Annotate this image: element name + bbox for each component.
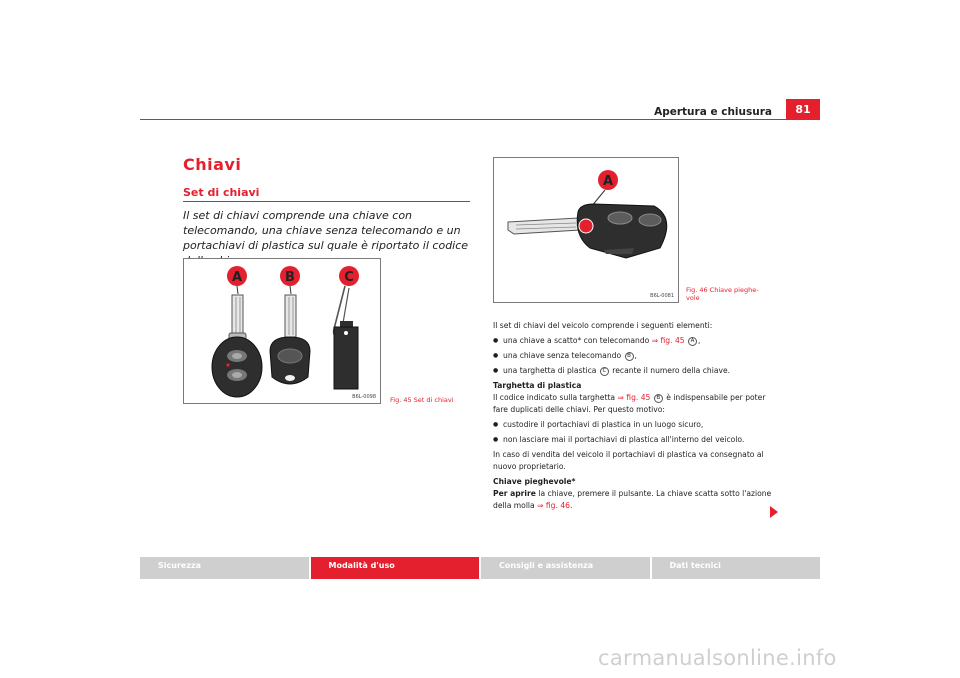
list-item: ● una chiave a scatto* con telecomando ⇒ fig. 45 A , bbox=[493, 335, 778, 347]
body-text bbox=[493, 320, 778, 515]
paragraph-sale: In caso di vendita del veicolo il portachiavi di plastica va consegnato al nuovo proprietario. bbox=[493, 450, 764, 471]
chapter-title: Chiavi bbox=[183, 155, 242, 174]
release-button bbox=[579, 219, 593, 233]
figure-46-folding-key bbox=[493, 157, 679, 303]
intro-paragraph: Il set di chiavi comprende una chiave con telecomando, una chiave senza telecomando e un portachiavi di plastica sul quale è riportato il codice bbox=[183, 209, 469, 252]
list-item: ● una targhetta di plastica C recante il numero della chiave. bbox=[493, 365, 778, 377]
figure-45-caption: Fig. 45 Set di chiavi bbox=[390, 396, 454, 404]
callout-a: A bbox=[231, 270, 243, 285]
folding-key-illustration bbox=[494, 158, 679, 303]
callout-a: A bbox=[602, 174, 614, 189]
figure-45-key-set bbox=[183, 258, 381, 404]
header-rule bbox=[140, 119, 820, 120]
figure-45-code: B6L-0098 bbox=[352, 394, 376, 400]
list-item: ● non lasciare mai il portachiavi di plastica all'interno del veicolo. bbox=[493, 434, 778, 446]
callout-b: B bbox=[285, 270, 295, 285]
key-b-blade bbox=[285, 295, 296, 337]
paragraph-open-key: Per aprire la chiave, premere il pulsante. La chiave scatta sotto l'azione della molla ⇒ fig. 46. bbox=[493, 489, 772, 510]
key-blade bbox=[508, 218, 580, 234]
footer-tab-consigli-assistenza[interactable]: Consigli e assistenza bbox=[481, 557, 650, 579]
figure-46-caption: Fig. 46 Chiave pieghe-vole bbox=[686, 286, 759, 302]
running-header-title: Apertura e chiusura bbox=[654, 106, 772, 118]
figure-46-code: B6L-0081 bbox=[650, 293, 674, 299]
subheading-plastic-tag: Targhetta di plastica bbox=[493, 381, 582, 390]
fig-46-link[interactable]: ⇒ fig. 46 bbox=[537, 501, 570, 510]
paragraph-tag-code: Il codice indicato sulla targhetta ⇒ fig. 45 B è indispensabile per poter fare duplicati delle chiavi. Per questo motivo: bbox=[493, 393, 766, 414]
key-a-remote-head bbox=[212, 337, 262, 397]
ref-badge-a: A bbox=[688, 337, 697, 346]
subheading-folding-key: Chiave pieghevole* bbox=[493, 477, 576, 486]
ref-badge-b: B bbox=[654, 394, 663, 403]
key-a-blade bbox=[232, 295, 243, 339]
footer-nav bbox=[140, 557, 820, 579]
key-set-illustration bbox=[184, 259, 381, 404]
tag-c-body bbox=[334, 327, 358, 389]
list-item: ● custodire il portachiavi di plastica in un luogo sicuro, bbox=[493, 419, 778, 431]
list-item: ● una chiave senza telecomando B , bbox=[493, 350, 778, 362]
fig-45-link[interactable]: ⇒ fig. 45 bbox=[651, 336, 685, 345]
next-page-arrow-icon[interactable] bbox=[770, 506, 778, 518]
footer-tab-sicurezza[interactable]: Sicurezza bbox=[140, 557, 309, 579]
section-title: Set di chiavi bbox=[183, 186, 260, 199]
watermark: carmanualsonline.info bbox=[598, 646, 837, 670]
paragraph-key-set: Il set di chiavi del veicolo comprende i seguenti elementi: bbox=[493, 321, 713, 330]
callout-c: C bbox=[344, 270, 354, 285]
fig-45-link[interactable]: ⇒ fig. 45 bbox=[617, 393, 651, 402]
footer-tab-dati-tecnici[interactable]: Dati tecnici bbox=[652, 557, 821, 579]
section-rule bbox=[183, 201, 470, 202]
footer-tab-modalita-uso[interactable]: Modalità d'uso bbox=[311, 557, 480, 579]
ref-badge-b: B bbox=[625, 352, 634, 361]
page-number: 81 bbox=[786, 99, 820, 119]
ref-badge-c: C bbox=[600, 367, 609, 376]
